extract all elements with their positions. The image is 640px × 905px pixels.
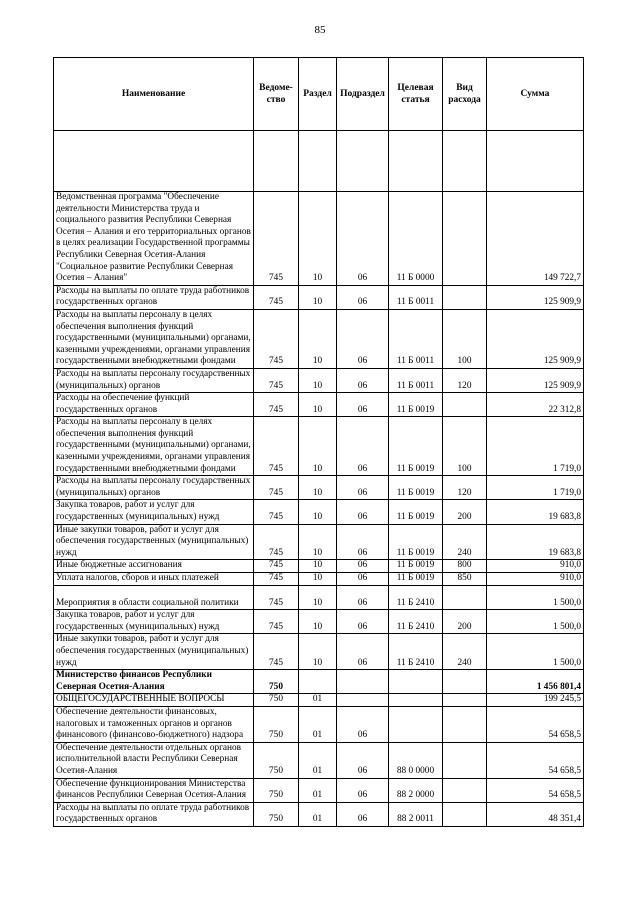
row-dept: 745 <box>254 610 299 634</box>
row-name: Расходы на выплаты по оплате труда работников государственных органов <box>54 802 254 826</box>
spacer-row <box>54 131 584 192</box>
row-type <box>443 694 487 707</box>
table-row <box>54 368 584 392</box>
row-dept: 750 <box>254 742 299 778</box>
row-subsection: 06 <box>337 393 389 417</box>
row-dept: 745 <box>254 524 299 560</box>
row-name: Расходы на обеспечение функций государственных органов <box>54 393 254 417</box>
row-target: 11 Б 0019 <box>389 560 443 573</box>
row-target: 11 Б 2410 <box>389 610 443 634</box>
table-row <box>54 560 584 573</box>
row-target: 11 Б 0019 <box>389 524 443 560</box>
row-sum: 1 719,0 <box>487 476 584 500</box>
spacer-cell <box>487 131 584 192</box>
row-sum: 1 500,0 <box>487 610 584 634</box>
row-type: 200 <box>443 500 487 524</box>
row-section: 01 <box>299 694 337 707</box>
row-subsection: 06 <box>337 585 389 610</box>
row-subsection: 06 <box>337 524 389 560</box>
row-name: Расходы на выплаты персоналу государственных (муниципальных) органов <box>54 476 254 500</box>
table-row <box>54 610 584 634</box>
table-row <box>54 417 584 476</box>
row-sum: 19 683,8 <box>487 500 584 524</box>
row-section: 10 <box>299 634 337 670</box>
row-subsection: 06 <box>337 802 389 826</box>
spacer-cell <box>443 131 487 192</box>
table-row <box>54 285 584 309</box>
row-subsection: 06 <box>337 500 389 524</box>
row-sum: 1 500,0 <box>487 634 584 670</box>
header-dept-text: Ведоме- ство <box>259 83 293 105</box>
row-name: Закупка товаров, работ и услуг для государственных (муниципальных) нужд <box>54 500 254 524</box>
row-dept: 745 <box>254 309 299 368</box>
row-subsection: 06 <box>337 610 389 634</box>
row-type <box>443 742 487 778</box>
row-section: 10 <box>299 500 337 524</box>
row-section: 01 <box>299 778 337 802</box>
row-name: Министерство финансов Республики Северная Осетия-Алания <box>54 670 254 694</box>
row-dept: 750 <box>254 706 299 742</box>
row-dept: 750 <box>254 670 299 694</box>
table-row <box>54 706 584 742</box>
row-section: 10 <box>299 560 337 573</box>
row-type: 100 <box>443 309 487 368</box>
row-sum: 54 658,5 <box>487 778 584 802</box>
row-target: 11 Б 0019 <box>389 417 443 476</box>
row-section: 01 <box>299 742 337 778</box>
row-sum: 199 245,5 <box>487 694 584 707</box>
header-target-text: Целевая статья <box>397 83 434 105</box>
row-sum: 19 683,8 <box>487 524 584 560</box>
row-target: 11 Б 0000 <box>389 192 443 286</box>
row-subsection: 06 <box>337 778 389 802</box>
row-dept: 745 <box>254 368 299 392</box>
row-section: 10 <box>299 610 337 634</box>
row-section: 10 <box>299 368 337 392</box>
row-sum: 48 351,4 <box>487 802 584 826</box>
row-name: Расходы на выплаты персоналу государственных (муниципальных) органов <box>54 368 254 392</box>
row-type <box>443 393 487 417</box>
row-type <box>443 285 487 309</box>
row-subsection: 06 <box>337 192 389 286</box>
row-type: 120 <box>443 476 487 500</box>
row-type: 200 <box>443 610 487 634</box>
row-name: Иные закупки товаров, работ и услуг для обеспечения государственных (муниципальных) нужд <box>54 634 254 670</box>
row-target <box>389 670 443 694</box>
row-type <box>443 706 487 742</box>
row-section: 10 <box>299 585 337 610</box>
spacer-cell <box>337 131 389 192</box>
row-sum: 54 658,5 <box>487 742 584 778</box>
table-row <box>54 192 584 286</box>
table-row <box>54 309 584 368</box>
row-section: 10 <box>299 573 337 586</box>
table-row <box>54 634 584 670</box>
row-target: 88 2 0011 <box>389 802 443 826</box>
row-section: 10 <box>299 476 337 500</box>
table-row <box>54 585 584 610</box>
row-dept: 745 <box>254 560 299 573</box>
spacer-cell <box>389 131 443 192</box>
row-target: 11 Б 0019 <box>389 500 443 524</box>
row-subsection: 06 <box>337 634 389 670</box>
table-row <box>54 393 584 417</box>
row-sum: 1 500,0 <box>487 585 584 610</box>
row-type: 240 <box>443 524 487 560</box>
row-dept: 745 <box>254 393 299 417</box>
row-dept: 745 <box>254 573 299 586</box>
row-name: ОБЩЕГОСУДАРСТВЕННЫЕ ВОПРОСЫ <box>54 694 254 707</box>
table-row <box>54 524 584 560</box>
header-subsection: Подраздел <box>337 58 389 131</box>
row-name: Иные бюджетные ассигнования <box>54 560 254 573</box>
row-name: Расходы на выплаты персоналу в целях обеспечения выполнения функций государственными (муниципальными) органами, казенными учреждениями, органами управления государственными внебюджетными фондами <box>54 417 254 476</box>
header-type-text: Вид расхода <box>448 83 481 105</box>
row-subsection: 06 <box>337 417 389 476</box>
row-dept: 745 <box>254 192 299 286</box>
row-sum: 1 456 801,4 <box>487 670 584 694</box>
table-row <box>54 742 584 778</box>
row-subsection: 06 <box>337 560 389 573</box>
row-subsection: 06 <box>337 742 389 778</box>
row-type <box>443 802 487 826</box>
row-name: Обеспечение функционирования Министерства финансов Республики Северная Осетия-Алания <box>54 778 254 802</box>
row-dept: 745 <box>254 285 299 309</box>
row-target <box>389 694 443 707</box>
row-type <box>443 192 487 286</box>
page-number: 85 <box>314 24 326 36</box>
header-section: Раздел <box>299 58 337 131</box>
row-target <box>389 706 443 742</box>
row-target: 11 Б 0019 <box>389 393 443 417</box>
row-name: Уплата налогов, сборов и иных платежей <box>54 573 254 586</box>
row-target: 88 2 0000 <box>389 778 443 802</box>
row-target: 11 Б 2410 <box>389 585 443 610</box>
row-section: 01 <box>299 706 337 742</box>
row-name: Иные закупки товаров, работ и услуг для обеспечения государственных (муниципальных) нужд <box>54 524 254 560</box>
row-subsection: 06 <box>337 476 389 500</box>
header-dept <box>254 58 299 131</box>
row-target: 11 Б 0019 <box>389 476 443 500</box>
table-row <box>54 573 584 586</box>
row-type <box>443 585 487 610</box>
row-name: Расходы на выплаты по оплате труда работников государственных органов <box>54 285 254 309</box>
row-section: 10 <box>299 285 337 309</box>
row-target: 11 Б 0011 <box>389 309 443 368</box>
row-section: 10 <box>299 309 337 368</box>
row-sum: 149 722,7 <box>487 192 584 286</box>
spacer-cell <box>299 131 337 192</box>
row-dept: 745 <box>254 476 299 500</box>
table-row <box>54 802 584 826</box>
row-name: Обеспечение деятельности отдельных органов исполнительной власти Республики Северная Осетия-Алания <box>54 742 254 778</box>
row-section <box>299 670 337 694</box>
row-sum: 54 658,5 <box>487 706 584 742</box>
row-target: 11 Б 0011 <box>389 285 443 309</box>
row-dept: 750 <box>254 778 299 802</box>
row-type: 120 <box>443 368 487 392</box>
table-row <box>54 778 584 802</box>
row-subsection: 06 <box>337 285 389 309</box>
row-dept: 750 <box>254 802 299 826</box>
row-section: 10 <box>299 393 337 417</box>
row-name: Закупка товаров, работ и услуг для государственных (муниципальных) нужд <box>54 610 254 634</box>
row-target: 11 Б 2410 <box>389 634 443 670</box>
row-dept: 750 <box>254 694 299 707</box>
row-type <box>443 670 487 694</box>
row-dept: 745 <box>254 417 299 476</box>
row-section: 01 <box>299 802 337 826</box>
row-target: 11 Б 0011 <box>389 368 443 392</box>
row-sum: 1 719,0 <box>487 417 584 476</box>
budget-table <box>53 57 584 827</box>
row-name: Обеспечение деятельности финансовых, налоговых и таможенных органов и органов финансового (финансово-бюджетного) надзора <box>54 706 254 742</box>
spacer-cell <box>254 131 299 192</box>
row-subsection: 06 <box>337 706 389 742</box>
row-sum: 22 312,8 <box>487 393 584 417</box>
row-subsection: 06 <box>337 368 389 392</box>
row-type: 850 <box>443 573 487 586</box>
row-type: 240 <box>443 634 487 670</box>
row-subsection <box>337 694 389 707</box>
row-name: Расходы на выплаты персоналу в целях обеспечения выполнения функций государственными (муниципальными) органами, казенными учреждениями, органами управления государственными внебюджетными фондами <box>54 309 254 368</box>
row-sum: 125 909,9 <box>487 285 584 309</box>
row-dept: 745 <box>254 634 299 670</box>
table-row <box>54 694 584 707</box>
row-sum: 910,0 <box>487 560 584 573</box>
row-target: 88 0 0000 <box>389 742 443 778</box>
table-row <box>54 500 584 524</box>
table-row <box>54 670 584 694</box>
row-sum: 125 909,9 <box>487 368 584 392</box>
row-name: Мероприятия в области социальной политики <box>54 585 254 610</box>
row-section: 10 <box>299 192 337 286</box>
row-target: 11 Б 0019 <box>389 573 443 586</box>
row-dept: 745 <box>254 585 299 610</box>
header-sum: Сумма <box>487 58 584 131</box>
row-sum: 125 909,9 <box>487 309 584 368</box>
table-row <box>54 476 584 500</box>
row-dept: 745 <box>254 500 299 524</box>
row-subsection <box>337 670 389 694</box>
row-type: 800 <box>443 560 487 573</box>
table-header-row <box>54 58 584 131</box>
row-name: Ведомственная программа "Обеспечение деятельности Министерства труда и социального развития Республики Северная Осетия – Алания и его территориальных органов в целях реализации Государственной программы Республики Северная Осетия-Алания "Социальное развитие Республики Северная Осетия – Алания" <box>54 192 254 286</box>
row-subsection: 06 <box>337 309 389 368</box>
row-section: 10 <box>299 524 337 560</box>
spacer-cell <box>54 131 254 192</box>
header-name: Наименование <box>54 58 254 131</box>
row-type: 100 <box>443 417 487 476</box>
row-sum: 910,0 <box>487 573 584 586</box>
row-type <box>443 778 487 802</box>
header-type <box>443 58 487 131</box>
header-target <box>389 58 443 131</box>
row-section: 10 <box>299 417 337 476</box>
row-subsection: 06 <box>337 573 389 586</box>
